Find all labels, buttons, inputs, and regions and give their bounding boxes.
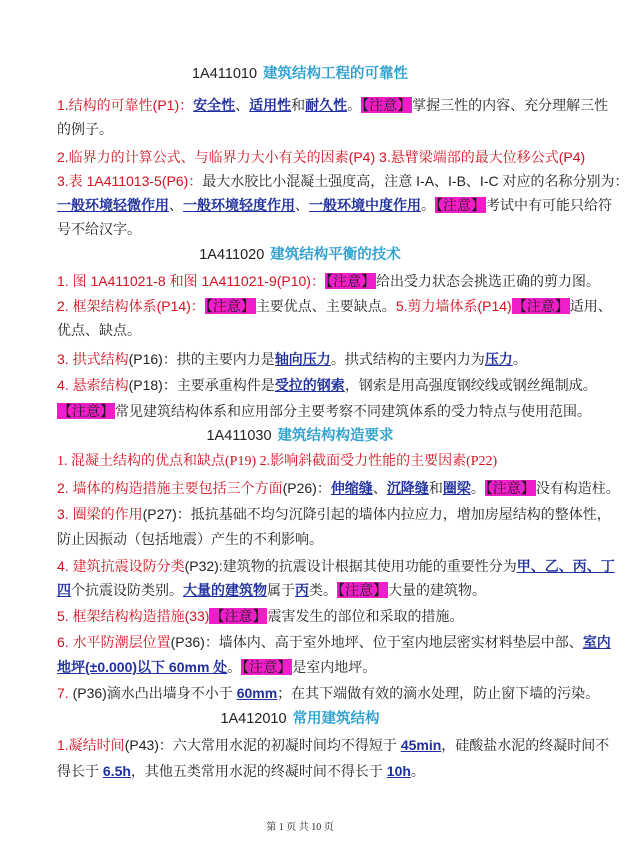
text-span: 地坪(±0.000)以下 60mm 处 <box>57 659 228 675</box>
s1-line-1 <box>57 95 609 115</box>
text-span: 优点、缺点。 <box>57 322 141 338</box>
note-tag: 【注意】 <box>242 659 292 675</box>
text-span: 4. 建筑抗震设防分类 <box>57 558 185 574</box>
text-span: 2. 框架结构体系(P14)： <box>57 298 205 314</box>
section-heading-2 <box>0 245 600 265</box>
text-span: 的例子。 <box>57 121 113 137</box>
text-span: 45min <box>400 737 442 753</box>
text-span: 耐久性 <box>305 97 348 113</box>
text-span: 建筑结构平衡的技术 <box>270 247 401 263</box>
text-span: ，硅酸盐水泥的终凝时间不 <box>441 737 610 753</box>
text-span: 1A411020 <box>199 247 265 263</box>
text-span: (P36)滴水凸出墙身不小于 <box>72 685 237 701</box>
text-span: 个抗震设防类别。 <box>71 582 183 598</box>
s3-line-1 <box>57 452 560 472</box>
note-tag: 【注意】 <box>436 197 485 213</box>
text-span: (P16)：拱的主要内力是 <box>128 351 275 367</box>
s3-line-4 <box>57 556 615 576</box>
text-span: ，其他五类常用水泥的终凝时间不得长于 <box>130 763 387 779</box>
text-span: 号不给汉字。 <box>57 221 141 237</box>
text-span: 。拱式结构的主要内力为 <box>330 351 485 367</box>
text-span: 沉降缝 <box>386 480 429 496</box>
text-span: 轴向压力 <box>274 351 331 367</box>
text-span: 。 <box>421 197 435 213</box>
note-tag: 【注意】 <box>485 480 535 496</box>
text-span: 10h <box>386 763 411 779</box>
s3-line-2 <box>57 478 620 498</box>
section-heading-4 <box>0 709 600 729</box>
text-span: 7. <box>57 685 73 701</box>
text-span: (P36)：墙体内、高于室外地坪、位于室内地层密实材料垫层中部、 <box>170 634 583 650</box>
page-footer: 第 1 页 共 10 页 <box>266 822 334 833</box>
s3-line-5 <box>57 580 560 600</box>
s4-line-1 <box>57 735 610 755</box>
text-span: 一般环境轻度作用 <box>183 197 295 213</box>
text-span: 圈梁 <box>442 480 471 496</box>
s3-line-6 <box>57 606 560 626</box>
text-span: 常见建筑结构体系和应用部分主要考察不同建筑体系的受力特点与使用范围。 <box>115 403 591 419</box>
text-span: 4. 悬索结构 <box>57 377 129 393</box>
text-span: 1A411010 <box>191 66 258 82</box>
note-tag: 【注意】 <box>362 97 412 113</box>
text-span: 大量的建筑物 <box>183 582 267 598</box>
text-span: 属于 <box>267 582 295 598</box>
text-span: 、 <box>372 480 387 496</box>
section-heading-1 <box>0 64 600 84</box>
s2-line-1 <box>57 271 600 291</box>
text-span: 。 <box>347 97 362 113</box>
note-tag: 【注意】 <box>58 403 114 419</box>
s1-line-1-cont <box>57 119 560 139</box>
text-span: 2. 墙体的构造措施主要包括三个方面 <box>57 480 283 496</box>
text-span: 最大水胶比小混凝土强度高，注意 I-A、I-B、I-C 对应的名称分别为： <box>202 173 629 189</box>
text-span: (P26)： <box>282 480 331 496</box>
s2-line-2-cont <box>57 320 560 340</box>
note-tag: 【注意】 <box>325 273 375 289</box>
text-span: 没有构造柱。 <box>535 480 620 496</box>
text-span: (P18)：主要承重构件是 <box>128 377 275 393</box>
text-span: 考试中有可能只给符 <box>486 197 612 213</box>
text-span: 甲、乙、丙、丁 <box>516 558 615 574</box>
text-span: 。 <box>227 659 242 675</box>
text-span: 防止因振动（包括地震）产生的不利影响。 <box>57 531 323 547</box>
s2-line-4 <box>57 375 597 395</box>
s3-line-3-cont <box>57 529 560 549</box>
text-span: 60mm <box>236 685 278 701</box>
text-span: 2.临界力的计算公式、与临界力大小有关的因素(P4) 3.悬臂梁端部的最大位移公式(P4) <box>57 149 586 165</box>
s2-line-2 <box>57 296 612 316</box>
text-span: 3. 圈梁的作用 <box>57 506 143 522</box>
text-span: 、 <box>235 97 250 113</box>
text-span: 6.5h <box>102 763 131 779</box>
text-span: 是室内地坪。 <box>292 659 377 675</box>
text-span: 、 <box>295 197 309 213</box>
text-span: 和 <box>291 97 306 113</box>
text-span: 四 <box>57 582 71 598</box>
text-span: 5.剪力墙体系(P14) <box>395 298 512 314</box>
text-span: (P43)：六大常用水泥的初凝时间均不得短于 <box>124 737 401 753</box>
text-span: 建筑结构构造要求 <box>277 428 394 444</box>
section-heading-3 <box>0 426 600 446</box>
text-span: 、 <box>169 197 183 213</box>
text-span: 1A411030 <box>206 428 272 444</box>
text-span: 1. 混凝土结构的优点和缺点(P19) 2.影响斜截面受力性能的主要因素(P22) <box>57 454 498 469</box>
text-span: 。 <box>512 351 527 367</box>
text-span: 常用建筑结构 <box>292 711 380 727</box>
s3-line-3 <box>57 504 611 524</box>
text-span: (P32):建筑物的抗震设计根据其使用功能的重要性分为 <box>184 558 517 574</box>
text-span: ，钢索是用高强度钢绞线或钢丝绳制成。 <box>344 377 597 393</box>
note-tag: 【注意】 <box>512 298 569 314</box>
text-span: 3. 拱式结构 <box>57 351 129 367</box>
text-span: (P27)：抵抗基础不均匀沉降引起的墙体内拉应力，增加房屋结构的整体性， <box>142 506 611 522</box>
note-tag: 【注意】 <box>205 298 255 314</box>
text-span: 。 <box>410 763 425 779</box>
s1-line-2 <box>57 147 586 167</box>
text-span: 给出受力状态会挑选正确的剪力图。 <box>375 273 600 289</box>
s2-line-5 <box>57 401 591 421</box>
text-span: 适用性 <box>249 97 292 113</box>
s3-line-9 <box>57 683 600 703</box>
text-span: 6. 水平防潮层位置 <box>57 634 171 650</box>
s4-line-2 <box>57 761 560 781</box>
s3-line-8 <box>57 657 560 677</box>
text-span: 室内 <box>582 634 611 650</box>
text-span: 。 <box>470 480 485 496</box>
text-span: 伸缩缝 <box>330 480 373 496</box>
text-span: 类。 <box>309 582 337 598</box>
text-span: 得长于 <box>57 763 103 779</box>
text-span: 受拉的钢索 <box>274 377 345 393</box>
text-span: 和 <box>428 480 443 496</box>
text-span: 压力 <box>484 351 513 367</box>
text-span: 掌握三性的内容、充分理解三性 <box>412 97 609 113</box>
text-span: 5. 框架结构构造措施(33) <box>57 608 210 624</box>
text-span: 1A412010 <box>220 711 287 727</box>
s1-line-3 <box>57 171 629 191</box>
text-span: ；在其下端做有效的滴水处理，防止窗下墙的污染。 <box>277 685 600 701</box>
text-span: 3.表 1A411013-5(P6)： <box>57 173 203 189</box>
text-span: 大量的建筑物。 <box>388 582 486 598</box>
text-span: 安全性 <box>193 97 236 113</box>
text-span: 主要优点、主要缺点。 <box>255 298 396 314</box>
s1-line-4-cont <box>57 219 560 239</box>
note-tag: 【注意】 <box>338 582 387 598</box>
s3-line-7 <box>57 632 611 652</box>
text-span: 1.凝结时间 <box>57 737 125 753</box>
text-span: 震害发生的部位和采取的措施。 <box>267 608 464 624</box>
s1-line-4 <box>57 195 612 215</box>
text-span: 丙 <box>295 582 309 598</box>
s2-line-3 <box>57 349 560 369</box>
note-tag: 【注意】 <box>210 608 267 624</box>
text-span: 1.结构的可靠性(P1)： <box>57 97 194 113</box>
text-span: 1. 图 1A411021-8 和图 1A411021-9(P10)： <box>57 273 325 289</box>
text-span: 建筑结构工程的可靠性 <box>263 66 409 82</box>
text-span: 一般环境中度作用 <box>309 197 421 213</box>
text-span: 一般环境轻微作用 <box>57 197 169 213</box>
text-span: 适用、 <box>569 298 612 314</box>
